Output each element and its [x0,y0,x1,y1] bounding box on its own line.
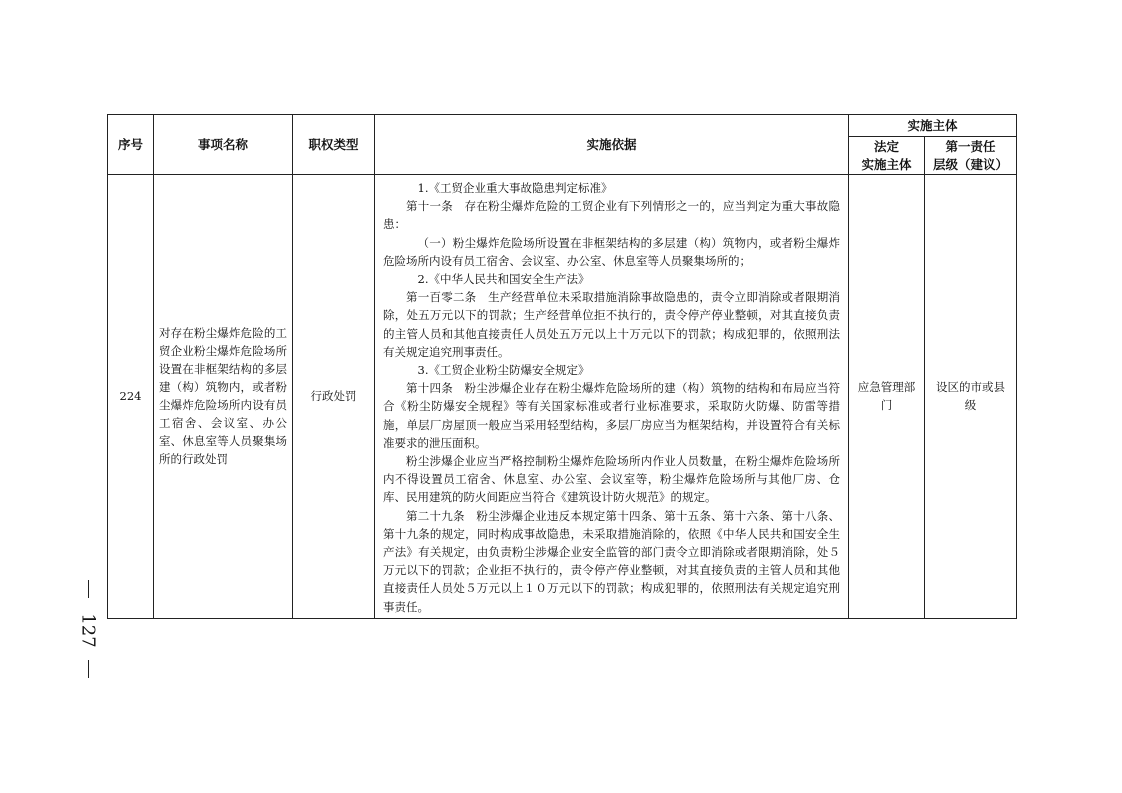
page-number-dash-bottom [88,660,89,678]
header-legal-line1: 法定 [873,138,899,154]
header-legal-subject [849,137,925,175]
cell-level: 设区的市或县级 [925,175,1017,619]
basis-paragraph: （一）粉尘爆炸危险场所设置在非框架结构的多层建（构）筑物内，或者粉尘爆炸危险场所内设有员工宿舍、会议室、办公室、休息室等人员聚集场所的； [383,235,840,268]
basis-paragraph: 第十一条 存在粉尘爆炸危险的工贸企业有下列情形之一的，应当判定为重大事故隐患： [383,199,840,232]
basis-paragraph: 粉尘涉爆企业应当严格控制粉尘爆炸危险场所内作业人员数量，在粉尘爆炸危险场所内不得设置员工宿舍、休息室、办公室、会议室等，粉尘爆炸危险场所与其他厂房、仓库、民用建筑的防火间距应当符合《建筑设计防火规范》的规定。 [383,454,840,505]
basis-paragraph: 第一百零二条 生产经营单位未采取措施消除事故隐患的，责令立即消除或者限期消除，处五万元以下的罚款；生产经营单位拒不执行的，责令停产停业整顿，对其直接负责的主管人员和其他直接责任人员处五万元以上十万元以下的罚款；构成犯罪的，依照刑法有关规定追究刑事责任。 [383,290,840,359]
basis-paragraph: 3.《工贸企业粉尘防爆安全规定》 [417,363,590,378]
matters-table [107,114,1017,619]
cell-type: 行政处罚 [293,175,375,619]
cell-name: 对存在粉尘爆炸危险的工贸企业粉尘爆炸危险场所设置在非框架结构的多层建（构）筑物内，或者粉尘爆炸危险场所内设有员工宿舍、会议室、办公室、休息室等人员聚集场所的行政处罚 [154,175,293,619]
basis-paragraph: 1.《工贸企业重大事故隐患判定标准》 [417,181,613,195]
basis-paragraph: 第十四条 粉尘涉爆企业存在粉尘爆炸危险场所的建（构）筑物的结构和布局应当符合《粉尘防爆安全规程》等有关国家标准或者行业标准要求，采取防火防爆、防雷等措施，单层厂房屋顶一般应当采用轻型结构，多层厂房应当为框架结构，并设置符合有关标准要求的泄压面积。 [383,381,840,450]
basis-paragraph: 2.《中华人民共和国安全生产法》 [417,272,590,287]
cell-legal-subject: 应急管理部门 [849,175,925,619]
header-type: 职权类型 [293,115,375,175]
page-number-dash-top [88,580,89,598]
header-name: 事项名称 [154,115,293,175]
page-number-marker [77,580,99,680]
header-legal-line2: 实施主体 [861,156,912,172]
header-level-line1: 第一责任 [945,138,996,154]
cell-basis [375,175,849,619]
header-no: 序号 [108,115,154,175]
page-number: 127 [77,613,99,648]
header-basis: 实施依据 [375,115,849,175]
header-level [925,137,1017,175]
header-subject: 实施主体 [849,115,1017,137]
basis-paragraph: 第二十九条 粉尘涉爆企业违反本规定第十四条、第十五条、第十六条、第十八条、第十九条的规定，同时构成事故隐患，未采取措施消除的，依照《中华人民共和国安全生产法》有关规定，由负责粉尘涉爆企业安全监管的部门责令立即消除或者限期消除，处５万元以下的罚款；企业拒不执行的，责令停产停业整顿，对其直接负责的主管人员和其他直接责任人员处５万元以上１０万元以下的罚款；构成犯罪的，依照刑法有关规定追究刑事责任。 [383,508,840,614]
table-row [108,175,1017,619]
header-level-line2: 层级（建议） [933,156,1009,172]
cell-no: 224 [108,175,154,619]
